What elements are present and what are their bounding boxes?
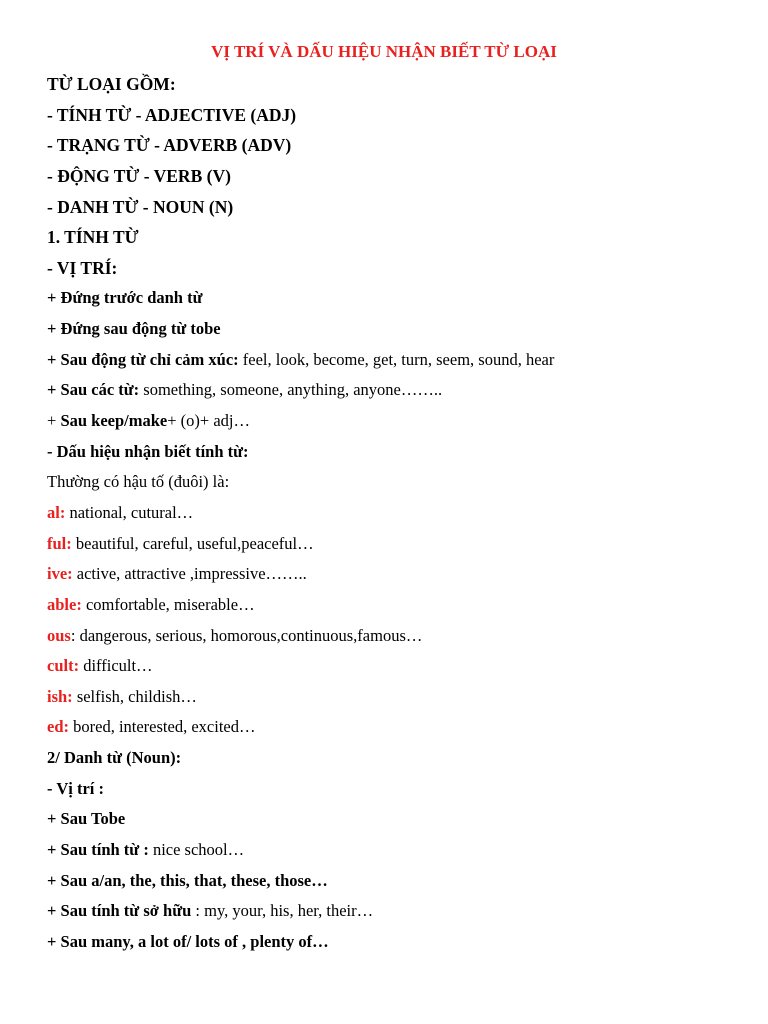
text-line bbox=[47, 838, 747, 869]
text-line bbox=[47, 470, 747, 501]
document-body bbox=[47, 72, 747, 961]
bold-text: + Sau Tobe bbox=[47, 809, 126, 829]
text-line bbox=[47, 103, 747, 134]
text-line bbox=[47, 256, 747, 287]
bold-text: + Sau các từ: bbox=[47, 380, 140, 400]
body-text: selfish, childish… bbox=[72, 686, 197, 706]
suffix-label: ous bbox=[47, 625, 71, 645]
bold-text: - TÍNH TỪ - ADJECTIVE (ADJ) bbox=[47, 104, 297, 125]
bold-text: - TRẠNG TỪ - ADVERB (ADV) bbox=[47, 135, 292, 156]
text-line bbox=[47, 777, 747, 808]
bold-text: + Đứng trước danh từ bbox=[47, 288, 203, 308]
bold-text: + Sau tính từ sở hữu bbox=[47, 901, 192, 921]
bold-text: - ĐỘNG TỪ - VERB (V) bbox=[47, 165, 231, 186]
body-text: something, someone, anything, anyone…….. bbox=[139, 380, 443, 400]
suffix-label: ed: bbox=[47, 717, 69, 737]
bold-text: + Sau tính từ : bbox=[47, 840, 149, 860]
body-text: : my, your, his, her, their… bbox=[191, 901, 374, 921]
body-text: beautiful, careful, useful,peaceful… bbox=[71, 533, 314, 553]
body-text: bored, interested, excited… bbox=[69, 717, 256, 737]
text-line bbox=[47, 409, 747, 440]
bold-text: 2/ Danh từ (Noun): bbox=[47, 748, 182, 768]
suffix-label: al: bbox=[47, 502, 66, 522]
suffix-label: able: bbox=[47, 594, 82, 614]
body-text: active, attractive ,impressive…….. bbox=[72, 564, 307, 584]
body-text: comfortable, miserable… bbox=[81, 594, 255, 614]
text-line bbox=[47, 164, 747, 195]
body-text: feel, look, become, get, turn, seem, sound, hear bbox=[238, 349, 555, 369]
text-line bbox=[47, 899, 747, 930]
text-line bbox=[47, 195, 747, 226]
bold-text: + Sau a/an, the, this, that, these, those… bbox=[47, 870, 328, 890]
body-text: : dangerous, serious, homorous,continuous,famous… bbox=[70, 625, 423, 645]
text-line bbox=[47, 440, 747, 471]
text-line bbox=[47, 378, 747, 409]
text-line bbox=[47, 225, 747, 256]
text-line bbox=[47, 746, 747, 777]
text-line bbox=[47, 501, 747, 532]
body-text: nice school… bbox=[148, 840, 245, 860]
body-text: + (o)+ adj… bbox=[167, 411, 251, 431]
text-line bbox=[47, 286, 747, 317]
body-text: difficult… bbox=[79, 656, 153, 676]
body-text: + bbox=[47, 411, 61, 431]
text-line bbox=[47, 654, 747, 685]
text-line bbox=[47, 807, 747, 838]
text-line bbox=[47, 72, 747, 103]
text-line bbox=[47, 624, 747, 655]
text-line bbox=[47, 562, 747, 593]
bold-text: TỪ LOẠI GỒM: bbox=[47, 74, 176, 94]
suffix-label: ful: bbox=[47, 533, 72, 553]
text-line bbox=[47, 133, 747, 164]
text-line bbox=[47, 715, 747, 746]
bold-text: + Đứng sau động từ tobe bbox=[47, 319, 221, 339]
bold-text: - Dấu hiệu nhận biết tính từ: bbox=[47, 441, 249, 461]
text-line bbox=[47, 348, 747, 379]
text-line bbox=[47, 930, 747, 961]
text-line bbox=[47, 869, 747, 900]
suffix-label: cult: bbox=[47, 656, 80, 676]
page-title: VỊ TRÍ VÀ DẤU HIỆU NHẬN BIẾT TỪ LOẠI bbox=[211, 42, 557, 61]
body-text: Thường có hậu tố (đuôi) là: bbox=[47, 472, 230, 492]
bold-text: - VỊ TRÍ: bbox=[47, 257, 118, 278]
text-line bbox=[47, 685, 747, 716]
bold-text: Sau keep/make bbox=[60, 411, 168, 431]
suffix-label: ive: bbox=[47, 564, 73, 584]
body-text: national, cutural… bbox=[65, 502, 194, 522]
bold-text: + Sau many, a lot of/ lots of , plenty of… bbox=[47, 931, 329, 951]
bold-text: + Sau động từ chỉ cảm xúc: bbox=[47, 349, 239, 369]
text-line bbox=[47, 593, 747, 624]
suffix-label: ish: bbox=[47, 686, 73, 706]
bold-text: - Vị trí : bbox=[47, 778, 104, 798]
bold-text: - DANH TỪ - NOUN (N) bbox=[47, 196, 234, 217]
bold-text: 1. TÍNH TỪ bbox=[47, 227, 139, 248]
text-line bbox=[47, 317, 747, 348]
text-line bbox=[47, 532, 747, 563]
